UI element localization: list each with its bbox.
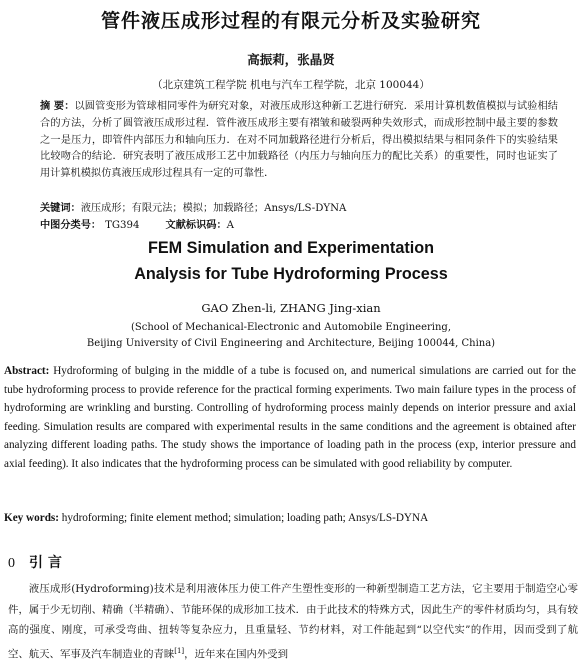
- english-abstract-label: Abstract:: [4, 365, 50, 377]
- document-code-value: A: [226, 220, 234, 231]
- english-abstract: [4, 362, 576, 474]
- english-keywords: [4, 512, 576, 524]
- english-keywords-label: Key words:: [4, 512, 59, 524]
- english-abstract-text: Hydroforming of bulging in the middle of a tube is focused on, and numerical simulations are carried out for the tube hydroforming process to provide reference for the practical forming experiments. Two main failure types in the process of hydroforming are wrinkling and bursting. Controlling of hydroforming process mainly depends on interior pressure and axial feeding. Simulation results are compared with experimental results in the same conditions and the agreement is obtained after analyzing different loading paths. The study shows the importance of loading path in the process (exp, interior pressure and axial feeding). It also indicates that the hydroforming process can be simulated with good reliability by computer.: [4, 365, 576, 470]
- english-title-line-2: Analysis for Tube Hydroforming Process: [134, 265, 448, 283]
- classification-value: TG394: [105, 220, 140, 231]
- chinese-abstract-label: 摘 要：: [40, 101, 75, 112]
- chinese-title: 管件液压成形过程的有限元分析及实验研究: [100, 10, 481, 32]
- chinese-authors: 高振莉，张晶贤: [247, 52, 335, 67]
- body-paragraph: [8, 579, 578, 664]
- chinese-abstract-text: 以圆管变形为管球相同零件为研究对象，对液压成形这种新工艺进行研究．采用计算机数值模拟与试验相结合的方法，分析了圆管液压成形过程．管件液压成形主要有褶皱和破裂两种失效形式，而成形控制中最主要的参数之一是压力，即管件内部压力和轴向压力．在对不同加载路径进行分析后，得出模拟结果与相同条件下的实验结果比较吻合的结论．研究表明了液压成形工艺中加载路径（内压力与轴向压力的配比关系）的重要性，同时也证实了用计算机模拟仿真液压成形过程具有一定的可靠性．: [40, 101, 558, 180]
- english-title-line-1: FEM Simulation and Experimentation: [147, 239, 434, 257]
- classification-label: 中图分类号：: [40, 220, 102, 231]
- english-keywords-text: hydroforming; finite element method; simulation; loading path; Ansys/LS-DYNA: [59, 512, 429, 524]
- section-heading: [8, 552, 62, 572]
- citation-reference: [1]: [174, 646, 185, 655]
- body-text-part-2: ，近年来在国内外受到: [184, 647, 289, 660]
- section-number: 0: [8, 556, 15, 571]
- chinese-keywords-label: 关键词：: [40, 203, 81, 214]
- chinese-keywords: [40, 199, 558, 214]
- document-code-label: 文献标识码：: [165, 220, 227, 231]
- chinese-keywords-text: 液压成形；有限元法；模拟；加载路径；Ansys/LS-DYNA: [80, 203, 347, 214]
- section-title: 引 言: [29, 555, 62, 571]
- english-authors: GAO Zhen-li, ZHANG Jing-xian: [201, 301, 381, 315]
- chinese-affiliation: （北京建筑工程学院 机电与汽车工程学院，北京 100044）: [152, 79, 430, 91]
- english-affiliation-line-2: Beijing University of Civil Engineering and Architecture, Beijing 100044, China): [86, 338, 496, 349]
- chinese-abstract: [40, 99, 558, 183]
- classification-line: [40, 216, 558, 231]
- body-text-part-1: 液压成形(Hydroforming)技术是利用液体压力使工件产生塑性变形的一种新型制造工艺方法，它主要用于制造空心零件，属于少无切削、精确（半精确）、节能环保的成形加工技术．由于此技术的特殊方式，因此生产的零件材质均匀，具有较高的强度、刚度，可承受弯曲、扭转等复杂应力，且重量轻、节约材料，对工件能起到“以空代实”的作用，因而受到了航空、航天、军事及汽车制造业的青睐: [8, 583, 578, 660]
- english-affiliation-line-1: (School of Mechanical-Electronic and Automobile Engineering,: [131, 322, 451, 333]
